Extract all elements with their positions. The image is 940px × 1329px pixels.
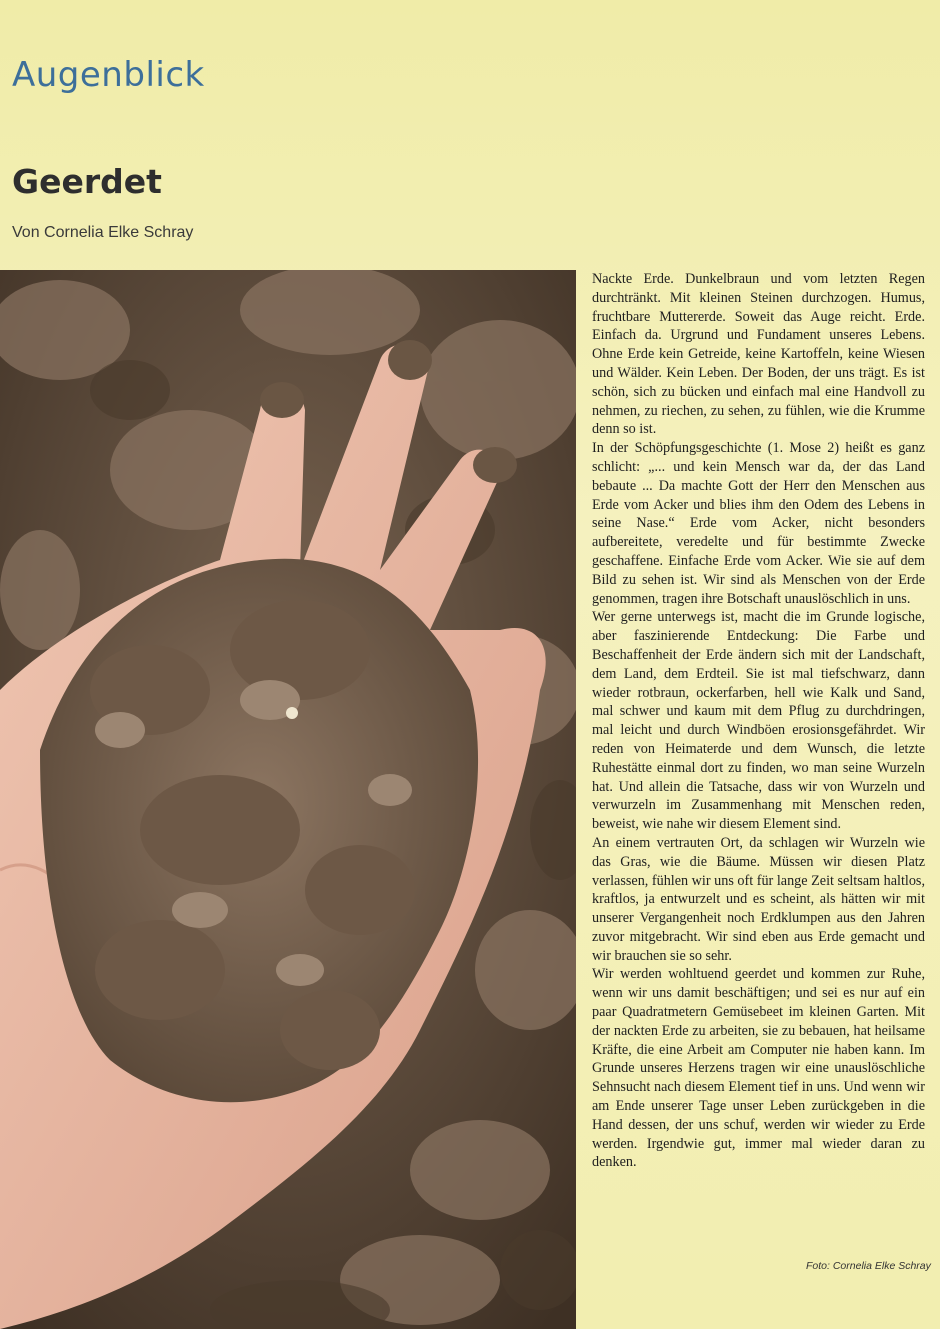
article-byline: Von Cornelia Elke Schray: [12, 224, 194, 241]
article-paragraph: Wer gerne unterwegs ist, macht die im Grunde logische, aber faszinierende Entdeckung: Die Farbe und Beschaffenheit der Erde ändern sich mit der Landschaft, dem Land, dem Erdteil. Sie ist mal tiefschwarz, dann wieder rotbraun, ockerfarben, hell wie Kalk und Sand, mal schwer und kaum mit dem Pflug zu durchdringen, mal leicht und durch Windböen erosionsgefährdet. Wir reden von Heimaterde und dem Wunsch, die letzte Ruhestätte einmal dort zu finden, wo man seine Wurzeln hat. Und allein die Tatsache, dass wir von Wurzeln und verwurzeln im Zusammenhang mit Menschen reden, beweist, wie nahe wir diesem Element sind.: [592, 609, 925, 833]
soil-in-hand-photo: [0, 270, 576, 1329]
section-heading: Augenblick: [12, 55, 205, 95]
article-paragraph: In der Schöpfungsgeschichte (1. Mose 2) heißt es ganz schlicht: „... und kein Mensch war da, der das Land bebaute ... Da machte Gott der Herr den Menschen aus Erde vom Acker und blies ihm den Odem des Lebens in seine Nase.“ Erde vom Acker, nicht besonders aufbereitete, veredelte und für bestimmte Zwecke geschaffene. Einfache Erde vom Acker. Wie sie auf dem Bild zu sehen ist. Wir sind als Menschen von der Erde genommen, tragen ihre Botschaft unauslöschlich in uns.: [592, 440, 925, 607]
article-body: [592, 270, 925, 1172]
article-paragraph: An einem vertrauten Ort, da schlagen wir Wurzeln wie das Gras, wie die Bäume. Müssen wir diesen Platz verlassen, fühlen wir uns oft für lange Zeit seltsam haltlos, kraftlos, ja entwurzelt und es scheint, als hätten wir mit unserer Vergangenheit noch Erdklumpen aus den Jahren zuvor mitgebracht. Wir sind eben aus Erde gemacht und wir brauchen sie so sehr.: [592, 834, 925, 964]
article-paragraph: Nackte Erde. Dunkelbraun und vom letzten Regen durchtränkt. Mit kleinen Steinen durchzogen. Humus, fruchtbare Muttererde. Soweit das Auge reicht. Erde. Einfach da. Urgrund und Fundament unseres Lebens. Ohne Erde kein Getreide, keine Kartoffeln, keine Wiesen und Wälder. Kein Leben. Der Boden, der uns trägt. Es ist schön, sich zu bücken und einfach mal eine Handvoll zu nehmen, zu riechen, zu sehen, zu fühlen, wie die Krumme denn so ist.: [592, 271, 925, 438]
photo-illustration: [0, 270, 576, 1329]
article-title: Geerdet: [12, 162, 162, 201]
photo-credit: Foto: Cornelia Elke Schray: [806, 1260, 931, 1272]
article-paragraph: Wir werden wohltuend geerdet und kommen zur Ruhe, wenn wir uns damit beschäftigen; und sei es nur auf ein paar Quadratmetern Gemüsebeet im kleinen Garten. Mit der nackten Erde zu arbeiten, sie zu bebauen, hat heilsame Kräfte, die eine Arbeit am Computer nie haben kann. Im Grunde unseres Herzens tragen wir eine unauslöschliche Sehnsucht nach diesem Element tief in uns. Und wenn wir am Ende unserer Tage unser Leben zurückgeben in die Hand dessen, der uns schuf, werden wir wieder zu Erde werden. Irgendwie gut, immer mal wieder daran zu denken.: [592, 966, 925, 1171]
